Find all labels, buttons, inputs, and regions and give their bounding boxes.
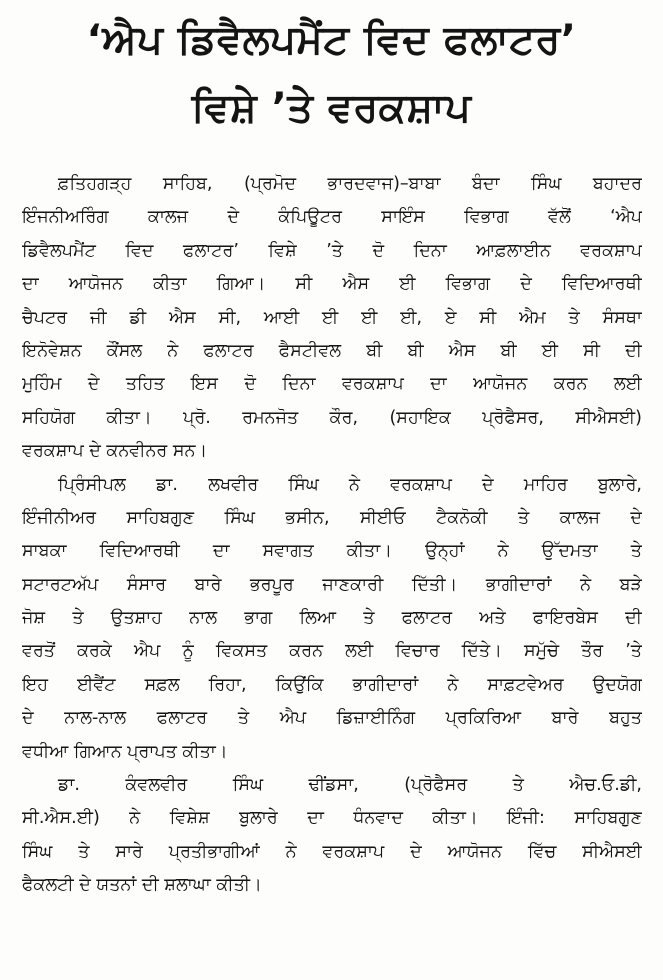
article-line: ਇੰਜੀਨੀਅਰ ਸਾਹਿਬਗੁਣ ਸਿੰਘ ਭਸੀਨ, ਸੀਈਓ ਟੈਕਨੋਕੀ ਤੇ ਕਾਲਜ ਦੇ (22, 507, 642, 528)
article-line: ਸਾਬਕਾ ਵਿਦਿਆਰਥੀ ਦਾ ਸਵਾਗਤ ਕੀਤਾ। ਉਨ੍ਹਾਂ ਨੇ ਉੱਦਮਤਾ ਤੇ (22, 541, 642, 562)
article-line: ਇਨੋਵੇਸ਼ਨ ਕੌਂਸਲ ਨੇ ਫਲਾਟਰ ਫੈਸਟੀਵਲ ਬੀ ਬੀ ਐਸ ਬੀ ਈ ਸੀ ਦੀ (22, 340, 642, 361)
article-line: ਜੋਸ਼ ਤੇ ਉਤਸ਼ਾਹ ਨਾਲ ਭਾਗ ਲਿਆ ਤੇ ਫਲਾਟਰ ਅਤੇ ਫਾਇਰਬੇਸ ਦੀ (22, 608, 642, 629)
article-line: ਡਿਵੈਲਪਮੈਂਟ ਵਿਦ ਫਲਾਟਰ’ ਵਿਸ਼ੇ ’ਤੇ ਦੋ ਦਿਨਾ ਆਫ਼ਲਾਈਨ ਵਰਕਸ਼ਾਪ (22, 240, 642, 261)
article-line: ਦੇ ਨਾਲ-ਨਾਲ ਫਲਾਟਰ ਤੇ ਐਪ ਡਿਜ਼ਾਈਨਿੰਗ ਪ੍ਰਕਿਰਿਆ ਬਾਰੇ ਬਹੁਤ (22, 708, 642, 729)
article-line: ਸਹਿਯੋਗ ਕੀਤਾ। ਪ੍ਰੋ. ਰਮਨਜੋਤ ਕੌਰ, (ਸਹਾਇਕ ਪ੍ਰੋਫੈਸਰ, ਸੀਐਸਈ) (22, 407, 642, 428)
article-line: ਪ੍ਰਿੰਸੀਪਲ ਡਾ. ਲਖਵੀਰ ਸਿੰਘ ਨੇ ਵਰਕਸ਼ਾਪ ਦੇ ਮਾਹਿਰ ਬੁਲਾਰੇ, (58, 474, 642, 495)
article-line: ਫ਼ਤਿਹਗੜ੍ਹ ਸਾਹਿਬ, (ਪ੍ਰਮੋਦ ਭਾਰਦਵਾਜ)–ਬਾਬਾ ਬੰਦਾ ਸਿੰਘ ਬਹਾਦਰ (58, 174, 642, 194)
article-line: ਸਟਾਰਟਅੱਪ ਸੰਸਾਰ ਬਾਰੇ ਭਰਪੂਰ ਜਾਣਕਾਰੀ ਦਿੱਤੀ। ਭਾਗੀਦਾਰਾਂ ਨੇ ਬੜੇ (22, 574, 642, 595)
article-line: ਵਰਕਸ਼ਾਪ ਦੇ ਕਨਵੀਨਰ ਸਨ। (22, 441, 208, 462)
article-body (22, 168, 642, 903)
article-line: ਚੈਪਟਰ ਜੀ ਡੀ ਐਸ ਸੀ, ਆਈ ਈ ਈ ਈ, ਏ ਸੀ ਐਮ ਤੇ ਸੰਸਥਾ (22, 307, 642, 328)
article-line: ਵਧੀਆ ਗਿਆਨ ਪ੍ਰਾਪਤ ਕੀਤਾ। (22, 741, 228, 762)
article-line: ਫੈਕਲਟੀ ਦੇ ਯਤਨਾਂ ਦੀ ਸ਼ਲਾਘਾ ਕੀਤੀ। (22, 875, 262, 896)
article-line: ਸੀ.ਐਸ.ਈ) ਨੇ ਵਿਸ਼ੇਸ਼ ਬੁਲਾਰੇ ਦਾ ਧੰਨਵਾਦ ਕੀਤਾ। ਇੰਜੀ: ਸਾਹਿਬਗੁਣ (22, 808, 642, 829)
article-line: ਮੁਹਿੰਮ ਦੇ ਤਹਿਤ ਇਸ ਦੋ ਦਿਨਾ ਵਰਕਸ਼ਾਪ ਦਾ ਆਯੋਜਨ ਕਰਨ ਲਈ (22, 374, 642, 395)
article-line: ਸਿੰਘ ਤੇ ਸਾਰੇ ਪ੍ਰਤੀਭਾਗੀਆਂ ਨੇ ਵਰਕਸ਼ਾਪ ਦੇ ਆਯੋਜਨ ਵਿੱਚ ਸੀਐਸਈ (22, 841, 642, 862)
headline-line-2: ਵਿਸ਼ੇ ’ਤੇ ਵਰਕਸ਼ਾਪ (191, 85, 472, 131)
article-line: ਡਾ. ਕੰਵਲਵੀਰ ਸਿੰਘ ਢੀਂਡਸਾ, (ਪ੍ਰੋਫੈਸਰ ਤੇ ਐਚ.ਓ.ਡੀ, (58, 775, 642, 796)
article-line: ਵਰਤੋਂ ਕਰਕੇ ਐਪ ਨੂੰ ਵਿਕਸਤ ਕਰਨ ਲਈ ਵਿਚਾਰ ਦਿੱਤੇ। ਸਮੁੱਚੇ ਤੌਰ ’ਤੇ (22, 641, 642, 662)
article-line: ਇਹ ਈਵੈਂਟ ਸਫ਼ਲ ਰਿਹਾ, ਕਿਉਂਕਿ ਭਾਗੀਦਾਰਾਂ ਨੇ ਸਾਫ਼ਟਵੇਅਰ ਉਦਯੋਗ (22, 674, 642, 695)
headline-line-1: ‘ਐਪ ਡਿਵੈਲਪਮੈਂਟ ਵਿਦ ਫਲਾਟਰ’ (86, 17, 577, 63)
article-line: ਇੰਜਨੀਅਰਿੰਗ ਕਾਲਜ ਦੇ ਕੰਪਿਊਟਰ ਸਾਇੰਸ ਵਿਭਾਗ ਵੱਲੋਂ ‘ਐਪ (22, 207, 642, 228)
article-line: ਦਾ ਆਯੋਜਨ ਕੀਤਾ ਗਿਆ। ਸੀ ਐਸ ਈ ਵਿਭਾਗ ਦੇ ਵਿਦਿਆਰਥੀ (22, 274, 642, 295)
